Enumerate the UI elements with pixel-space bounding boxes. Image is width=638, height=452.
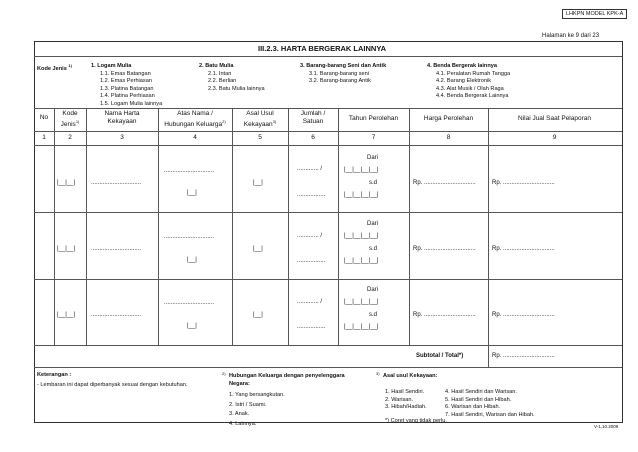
asal-usul-list-right: 4. Hasil Sendiri dan Warisan. 5. Hasil Sendiri dan Hibah. 6. Warisan dan Hibah. 7. Hasil Sendiri, Warisan dan Hibah. — [445, 389, 535, 418]
asal-usul-field[interactable]: |__| — [253, 180, 263, 186]
nilai-jual-field[interactable]: Rp. ............................... — [492, 246, 555, 252]
tahun-dari-field[interactable]: |__|__|__|__| — [344, 167, 379, 173]
harga-perolehan-field[interactable]: Rp. ............................... — [413, 180, 476, 186]
jumlah-field[interactable]: ............. / — [297, 166, 323, 172]
col-jumlah-satuan: Jumlah / Satuan — [300, 110, 326, 125]
col-harga-perolehan: Harga Perolehan — [423, 115, 474, 122]
asal-usul-list-left: 1. Hasil Sendiri. 2. Warisan. 3. Hibah/Hadiah. — [385, 389, 427, 410]
col-number: 5 — [258, 134, 262, 141]
section-title: III.2.3. HARTA BERGERAK LAINNYA — [258, 44, 387, 53]
kode-jenis-label: Kode Jenis $^{1)}$ — [37, 63, 72, 72]
col-number: 7 — [371, 134, 376, 141]
nama-harta-field[interactable]: .............................. — [91, 246, 142, 252]
hubungan-keluarga-field[interactable]: |__| — [187, 257, 197, 263]
asal-usul-title: Asal usul Kekayaan: — [383, 373, 438, 379]
tahun-dari-field[interactable]: |__|__|__|__| — [344, 233, 379, 239]
nama-harta-field[interactable]: .............................. — [91, 312, 142, 318]
subtotal-label: Subtotal / Total*) — [416, 353, 464, 359]
nama-harta-field[interactable]: .............................. — [91, 180, 142, 186]
col-number: 8 — [446, 134, 451, 141]
asal-note: 3) — [376, 371, 380, 376]
form-model-tag: LHKPN MODEL KPK-A — [562, 9, 627, 19]
hubungan-title: Hubungan Keluarga dengan penyelenggara Negara: — [229, 373, 345, 387]
col-no: No — [39, 114, 49, 121]
dari-label: Dari — [367, 221, 379, 227]
subtotal-field[interactable]: Rp. ............................... — [492, 353, 555, 359]
col-number: 2 — [68, 134, 72, 141]
page-number: Halaman ke 9 dari 23 — [542, 33, 600, 39]
col-kode-jenis: Kode Jenis$^{1)}$ — [60, 110, 80, 129]
tahun-sd-field[interactable]: |__|__|__|__| — [344, 324, 379, 330]
col-atas-nama: Atas Nama / Hubungan Keluarga$^{2)}$ — [164, 110, 226, 129]
kode-jenis-field[interactable]: |__|__| — [57, 180, 76, 186]
kode-group-2: 2. Batu Mulia 2.1. Intan 2.2. Berlian 2.3. Batu Mulia lainnya — [199, 63, 265, 92]
tahun-sd-field[interactable]: |__|__|__|__| — [344, 258, 379, 264]
col-number: 9 — [552, 134, 557, 141]
hubungan-keluarga-field[interactable]: |__| — [187, 190, 197, 196]
dari-label: Dari — [367, 155, 379, 161]
satuan-field[interactable]: ................. — [297, 258, 326, 264]
version-label: V-1.10.2009 — [594, 424, 619, 429]
col-number: 4 — [193, 134, 197, 141]
hubungan-keluarga-field[interactable]: |__| — [187, 323, 197, 329]
sd-label: s.d — [369, 246, 378, 252]
tahun-sd-field[interactable]: |__|__|__|__| — [344, 192, 379, 198]
sd-label: s.d — [369, 312, 378, 318]
kode-jenis-field[interactable]: |__|__| — [57, 312, 76, 318]
harga-perolehan-field[interactable]: Rp. ............................... — [413, 246, 476, 252]
sd-label: s.d — [369, 180, 378, 186]
col-nilai-jual: Nilai Jual Saat Pelaporan — [518, 115, 591, 122]
keterangan-title: Keterangan : — [37, 372, 72, 378]
col-nama-harta: Nama Harta Kekayaan — [104, 110, 140, 125]
nilai-jual-field[interactable]: Rp. ............................... — [492, 312, 555, 318]
col-tahun-perolehan: Tahun Perolehan — [348, 115, 399, 122]
col-number: 6 — [311, 134, 315, 141]
keterangan-text: - Lembaran ini dapat diperbanyak sesuai dengan kebutuhan. — [37, 382, 188, 388]
kode-group-3: 3. Barang-barang Seni dan Antik 3.1. Barang-barang seni 3.2. Barang-barang Antik — [300, 63, 387, 85]
jumlah-field[interactable]: ............. / — [297, 299, 323, 305]
coret-note: *) Coret yang tidak perlu. — [385, 418, 447, 424]
atas-nama-field[interactable]: .............................. — [164, 300, 215, 306]
hub-note: 2) — [222, 371, 226, 376]
kode-group-1: 1. Logam Mulia 1.1. Emas Batangan 1.2. Emas Perhiasan 1.3. Platina Batangan 1.4. Platina Perhiasan 1.5. Logam Mulia lainnya — [91, 63, 163, 107]
hubungan-list: 1. Yang bersangkutan. 2. Istri / Suami. 3. Anak. 4. Lainnya. — [229, 392, 285, 427]
satuan-field[interactable]: ................. — [297, 324, 326, 330]
jumlah-field[interactable]: ............. / — [297, 233, 323, 239]
asal-usul-field[interactable]: |__| — [253, 312, 263, 318]
harga-perolehan-field[interactable]: Rp. ............................... — [413, 312, 476, 318]
col-number: 3 — [120, 134, 124, 141]
kode-group-4: 4. Benda Bergerak lainnya 4.1. Peralatan Rumah Tangga 4.2. Barang Elektronik 4.3. Alat Musik / Olah Raga 4.4. Benda Bergerak Lainnya — [427, 63, 511, 100]
asal-usul-field[interactable]: |__| — [253, 246, 263, 252]
kode-jenis-field[interactable]: |__|__| — [57, 246, 76, 252]
atas-nama-field[interactable]: .............................. — [164, 168, 215, 174]
nilai-jual-field[interactable]: Rp. ............................... — [492, 180, 555, 186]
tahun-dari-field[interactable]: |__|__|__|__| — [344, 299, 379, 305]
dari-label: Dari — [367, 287, 379, 293]
col-number: 1 — [42, 134, 46, 141]
col-asal-usul: Asal Usul Kekayaan$^{3)}$ — [243, 110, 277, 129]
satuan-field[interactable]: ................. — [297, 192, 326, 198]
atas-nama-field[interactable]: .............................. — [164, 234, 215, 240]
